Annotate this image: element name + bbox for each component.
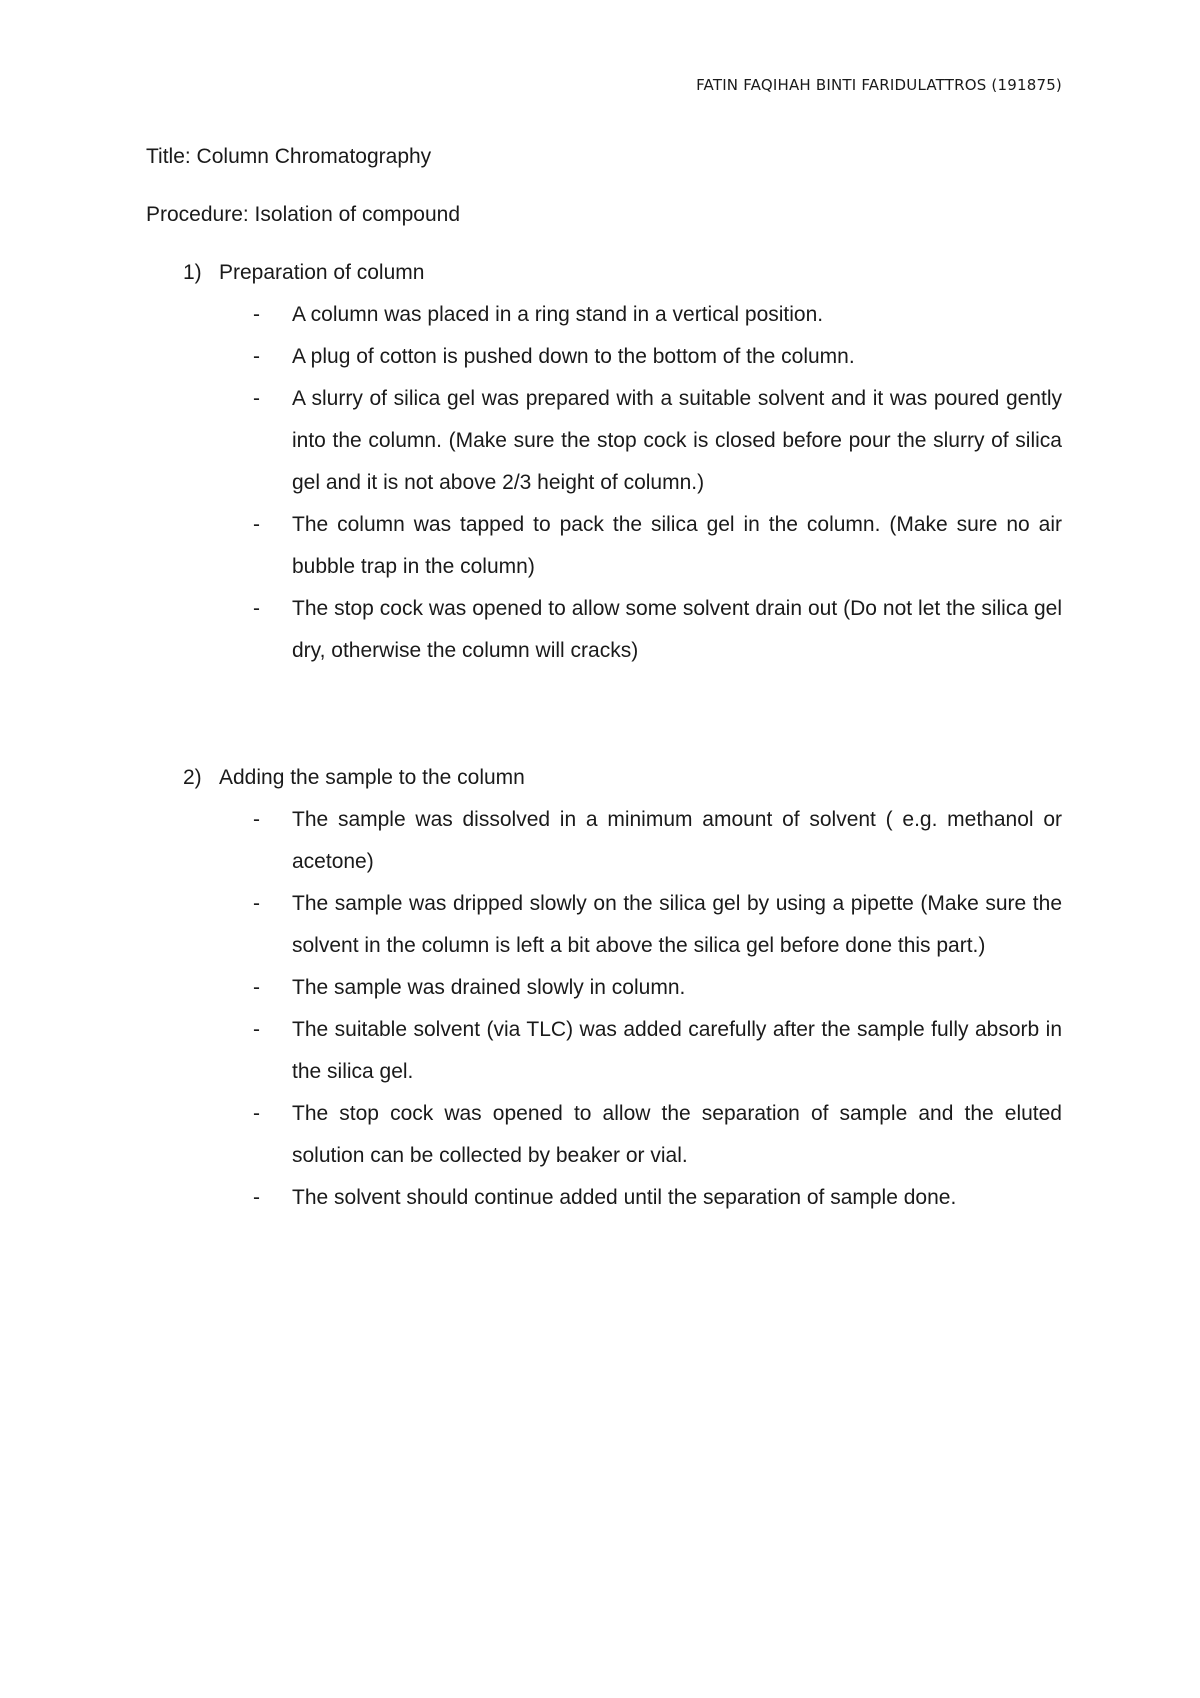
bullet-text: The sample was drained slowly in column. [292,976,686,999]
bullet-dash: - [253,892,260,915]
bullet-text: The sample was dripped slowly on the silica gel by using a pipette (Make sure the solvent in the column is left a bit above the silica gel before done this part.) [292,892,1062,957]
list-item [146,504,1062,588]
section-heading-text: Preparation of column [219,261,425,284]
list-item [146,1177,1062,1219]
bullet-dash: - [253,303,260,326]
list-item [146,378,1062,504]
list-item [146,883,1062,967]
bullet-dash: - [253,345,260,368]
procedure-line: Procedure: Isolation of compound [146,203,461,226]
bullet-text: The stop cock was opened to allow the separation of sample and the eluted solution can be collected by beaker or vial. [292,1102,1062,1167]
bullet-text: The suitable solvent (via TLC) was added carefully after the sample fully absorb in the silica gel. [292,1018,1062,1083]
bullet-dash: - [253,597,260,620]
bullet-text: A plug of cotton is pushed down to the bottom of the column. [292,345,855,368]
list-item [146,336,1062,378]
bullet-dash: - [253,1018,260,1041]
bullet-text: The column was tapped to pack the silica gel in the column. (Make sure no air bubble trap in the column) [292,513,1062,578]
document-title: Title: Column Chromatography [146,145,432,168]
bullet-dash: - [253,513,260,536]
section-heading [146,765,1062,791]
bullet-list [146,294,1062,672]
bullet-text: A column was placed in a ring stand in a vertical position. [292,303,824,326]
list-item [146,588,1062,672]
bullet-text: The stop cock was opened to allow some solvent drain out (Do not let the silica gel dry, otherwise the column will cracks) [292,597,1062,662]
list-item [146,967,1062,1009]
bullet-dash: - [253,976,260,999]
bullet-dash: - [253,808,260,831]
list-item [146,799,1062,883]
bullet-text: The solvent should continue added until the separation of sample done. [292,1186,957,1209]
list-item [146,1093,1062,1177]
bullet-dash: - [253,1102,260,1125]
bullet-text: A slurry of silica gel was prepared with a suitable solvent and it was poured gently into the column. (Make sure the stop cock is closed before pour the slurry of silica gel and it is not above 2/3 height of column.) [292,387,1062,494]
section-heading-text: Adding the sample to the column [219,766,525,789]
section-number: 2) [183,766,202,789]
section-preparation-of-column [146,260,1062,672]
list-item [146,1009,1062,1093]
list-item [146,294,1062,336]
bullet-text: The sample was dissolved in a minimum amount of solvent ( e.g. methanol or acetone) [292,808,1062,873]
section-number: 1) [183,261,202,284]
bullet-list [146,799,1062,1219]
section-adding-sample [146,765,1062,1219]
bullet-dash: - [253,387,260,410]
section-heading [146,260,1062,286]
bullet-dash: - [253,1186,260,1209]
author-header: FATIN FAQIHAH BINTI FARIDULATTROS (191875) [696,76,1062,94]
